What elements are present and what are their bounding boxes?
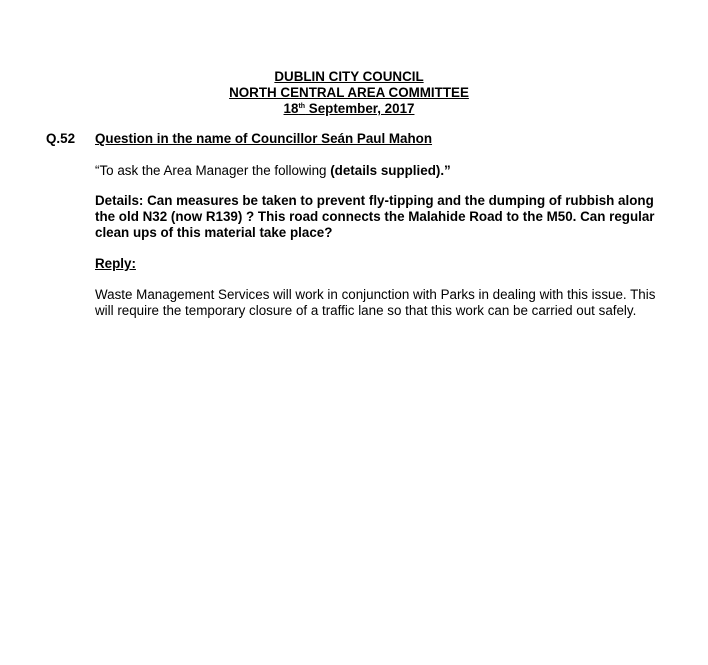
question-details: Details: Can measures be taken to prevent fly-tipping and the dumping of rubbish along the old N32 (now R139) ? This road connects the Malahide Road to the M50. Can regular clean ups of this material take place? [95,193,655,240]
ask-bold-text: (details supplied).” [330,163,451,178]
question-ask [95,163,675,179]
committee-name: NORTH CENTRAL AREA COMMITTEE [229,85,469,100]
ask-text: “To ask the Area Manager the following [95,163,331,178]
date-day: 18 [283,101,299,116]
question-number: Q.52 [46,131,76,146]
council-name: DUBLIN CITY COUNCIL [274,69,424,84]
document-header [0,69,698,117]
meeting-date [0,101,698,117]
date-suffix: th [298,103,306,110]
reply-text: Waste Management Services will work in conjunction with Parks in dealing with this issue. This will require the temporary closure of a traffic lane so that this work can be carried out safely. [95,287,656,318]
question-title: Question in the name of Councillor Seán Paul Mahon [95,131,433,146]
date-rest: September, 2017 [305,101,415,116]
reply-label: Reply: [95,256,136,271]
